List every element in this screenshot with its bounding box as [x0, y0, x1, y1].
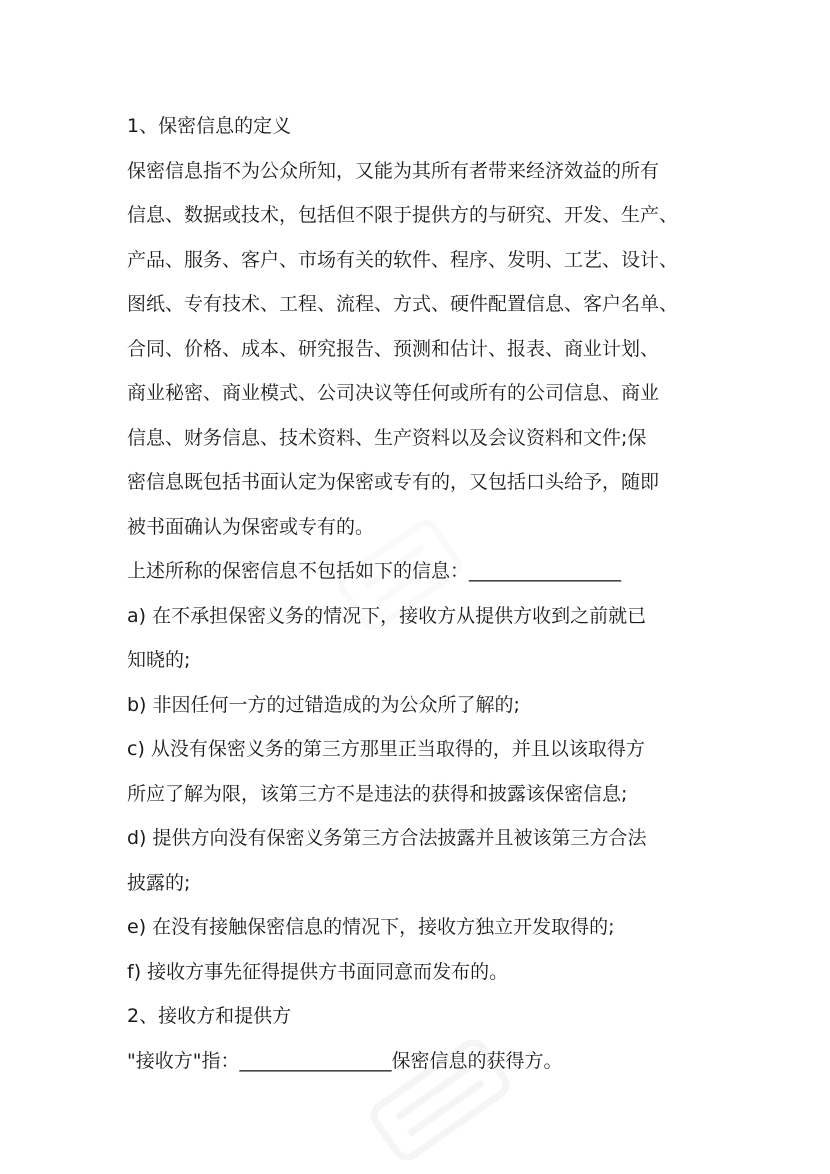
list-item-c-continued: 所应了解为限，该第三方不是违法的获得和披露该保密信息;	[127, 782, 628, 805]
list-item-d: d) 提供方向没有保密义务第三方合法披露并且被该第三方合法	[127, 827, 647, 849]
exclusion-intro-line: 上述所称的保密信息不包括如下的信息：________________	[127, 560, 622, 582]
section-heading-2: 2、接收方和提供方	[127, 1005, 292, 1027]
list-item-d-continued: 披露的;	[127, 871, 191, 894]
paragraph-line: 图纸、专有技术、工程、流程、方式、硬件配置信息、客户名单、	[127, 293, 679, 315]
section-heading-1: 1、保密信息的定义	[127, 115, 292, 137]
list-item-b: b) 非因任何一方的过错造成的为公众所了解的;	[127, 693, 520, 716]
list-item-a-continued: 知晓的;	[127, 649, 191, 671]
receiver-definition-line: "接收方"指：________________保密信息的获得方。	[127, 1049, 563, 1072]
paragraph-line: 保密信息指不为公众所知，又能为其所有者带来经济效益的所有	[127, 159, 660, 182]
paragraph-line: 信息、财务信息、技术资料、生产资料以及会议资料和文件;保	[127, 426, 647, 449]
paragraph-line: 密信息既包括书面认定为保密或专有的，又包括口头给予，随即	[127, 471, 660, 493]
paragraph-line: 被书面确认为保密或专有的。	[127, 515, 375, 538]
list-item-c: c) 从没有保密义务的第三方那里正当取得的，并且以该取得方	[127, 738, 645, 760]
paragraph-line: 合同、价格、成本、研究报告、预测和估计、报表、商业计划、	[127, 337, 660, 360]
paragraph-line: 产品、服务、客户、市场有关的软件、程序、发明、工艺、设计、	[127, 248, 679, 271]
watermark-stamp-icon	[355, 1040, 525, 1160]
paragraph-line: 商业秘密、商业模式、公司决议等任何或所有的公司信息、商业	[127, 382, 660, 404]
list-item-a: a) 在不承担保密义务的情况下，接收方从提供方收到之前就已	[127, 604, 647, 627]
paragraph-line: 信息、数据或技术，包括但不限于提供方的与研究、开发、生产、	[127, 204, 679, 226]
list-item-f: f) 接收方事先征得提供方书面同意而发布的。	[127, 960, 509, 983]
list-item-e: e) 在没有接触保密信息的情况下，接收方独立开发取得的;	[127, 916, 615, 938]
document-body	[127, 104, 712, 1083]
